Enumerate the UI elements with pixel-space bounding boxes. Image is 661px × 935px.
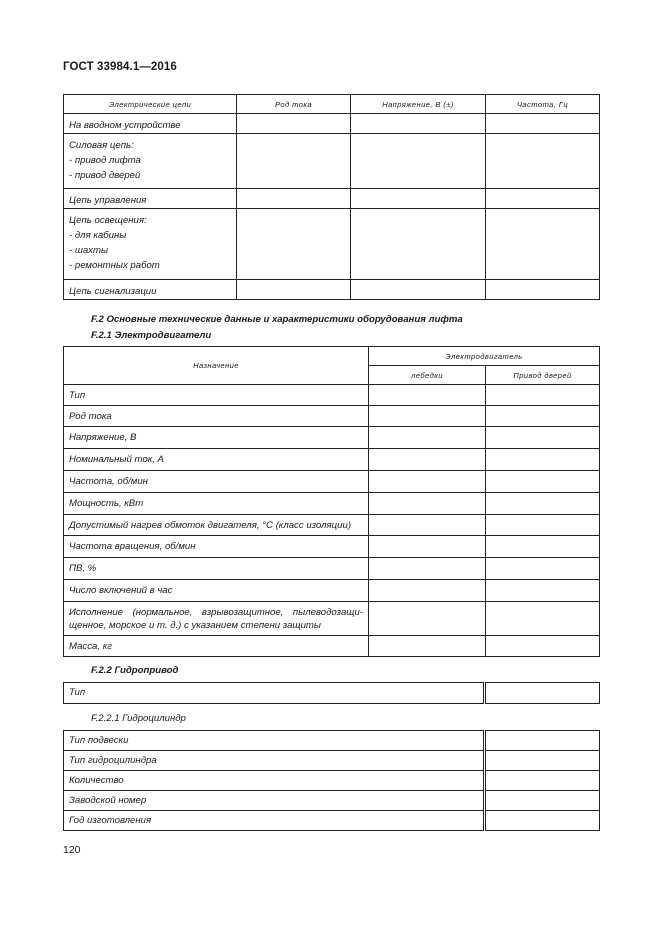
section-heading-f2: F.2 Основные технические данные и характеристики оборудования лифта (91, 314, 463, 325)
table-cell (351, 209, 486, 280)
electrical-circuits-table (63, 94, 600, 300)
column-header: Род тока (237, 95, 351, 114)
row-label: Заводской номер (64, 791, 485, 811)
table-cell (369, 558, 486, 580)
row-label (64, 134, 237, 189)
table-cell (369, 580, 486, 602)
column-header: Электрические цепи (64, 95, 237, 114)
table-cell (237, 114, 351, 134)
row-label: Частота, об/мин (64, 471, 369, 493)
table-cell (369, 406, 486, 427)
table-cell (486, 209, 600, 280)
row-label-line: Исполнение (нормальное, взрывозащитное, пылеводозащи- (69, 607, 363, 618)
row-label: Тип (64, 385, 369, 406)
table-cell (486, 280, 600, 300)
row-label (64, 189, 237, 209)
row-label: Масса, кг (64, 636, 369, 657)
table-cell (485, 771, 600, 791)
table-cell (351, 114, 486, 134)
table-cell (369, 636, 486, 657)
row-label: Количество (64, 771, 485, 791)
table-cell (351, 280, 486, 300)
table-cell (485, 683, 600, 704)
column-header-door-drive: Привод дверей (486, 366, 600, 385)
row-label-line: - ремонтных работ (69, 260, 160, 271)
section-heading-f221: F.2.2.1 Гидроцилиндр (91, 713, 186, 724)
column-header: Частота, Гц (486, 95, 600, 114)
row-label-line: Цепь освещения: (69, 215, 147, 226)
column-header-motor: Электродвигатель (369, 347, 600, 366)
row-label-line: - привод дверей (69, 170, 141, 181)
section-heading-f21: F.2.1 Электродвигатели (91, 330, 212, 341)
row-label: Год изготовления (64, 811, 485, 831)
table-cell (237, 189, 351, 209)
table-cell (485, 811, 600, 831)
row-label-line: Цепь сигнализации (69, 286, 157, 297)
table-cell (486, 427, 600, 449)
table-cell (485, 791, 600, 811)
electric-motors-table (63, 346, 600, 657)
table-cell (486, 636, 600, 657)
row-label: Мощность, кВт (64, 493, 369, 515)
row-label-line: - шахты (69, 245, 109, 256)
row-label-line: щенное, морское и т. д.) с указанием степени защиты (69, 620, 321, 631)
table-cell (237, 134, 351, 189)
table-cell (486, 580, 600, 602)
table-cell (486, 134, 600, 189)
row-label: Напряжение, В (64, 427, 369, 449)
column-header: Напряжение, В (±) (351, 95, 486, 114)
row-label: Тип гидроцилиндра (64, 751, 485, 771)
row-label: Допустимый нагрев обмоток двигателя, °С (класс изоляции) (64, 515, 369, 536)
table-cell (486, 536, 600, 558)
hydraulic-cylinder-table (63, 730, 600, 831)
table-cell (485, 751, 600, 771)
row-label-line: - для кабины (69, 230, 127, 241)
table-cell (351, 189, 486, 209)
table-cell (369, 385, 486, 406)
row-label: Номинальный ток, А (64, 449, 369, 471)
table-cell (486, 558, 600, 580)
table-cell (237, 280, 351, 300)
table-cell (486, 114, 600, 134)
table-cell (486, 471, 600, 493)
row-label: Тип (64, 683, 485, 704)
table-cell (486, 449, 600, 471)
row-label (64, 209, 237, 280)
table-cell (237, 209, 351, 280)
table-cell (369, 493, 486, 515)
table-cell (485, 731, 600, 751)
row-label (64, 280, 237, 300)
table-cell (351, 134, 486, 189)
table-cell (369, 536, 486, 558)
table-cell (369, 602, 486, 636)
row-label-line: Силовая цепь: (69, 140, 134, 151)
table-cell (486, 385, 600, 406)
row-label: Число включений в час (64, 580, 369, 602)
document-header: ГОСТ 33984.1—2016 (63, 61, 177, 73)
row-label (64, 602, 369, 636)
hydraulic-drive-table (63, 682, 600, 704)
row-label: Род тока (64, 406, 369, 427)
table-cell (486, 406, 600, 427)
table-cell (486, 493, 600, 515)
row-label (64, 114, 237, 134)
table-cell (369, 427, 486, 449)
table-cell (486, 189, 600, 209)
row-label: Тип подвески (64, 731, 485, 751)
table-cell (369, 515, 486, 536)
page-number: 120 (63, 844, 81, 856)
row-label-line: - привод лифта (69, 155, 141, 166)
table-cell (486, 602, 600, 636)
row-label: Частота вращения, об/мин (64, 536, 369, 558)
section-heading-f22: F.2.2 Гидропривод (91, 665, 179, 676)
row-label-line: На вводном устройстве (69, 120, 181, 131)
column-header-purpose: Назначение (64, 347, 369, 385)
row-label: ПВ, % (64, 558, 369, 580)
table-cell (369, 449, 486, 471)
table-cell (486, 515, 600, 536)
column-header-winch: лебедки (369, 366, 486, 385)
row-label-line: Цепь управления (69, 195, 147, 206)
table-cell (369, 471, 486, 493)
